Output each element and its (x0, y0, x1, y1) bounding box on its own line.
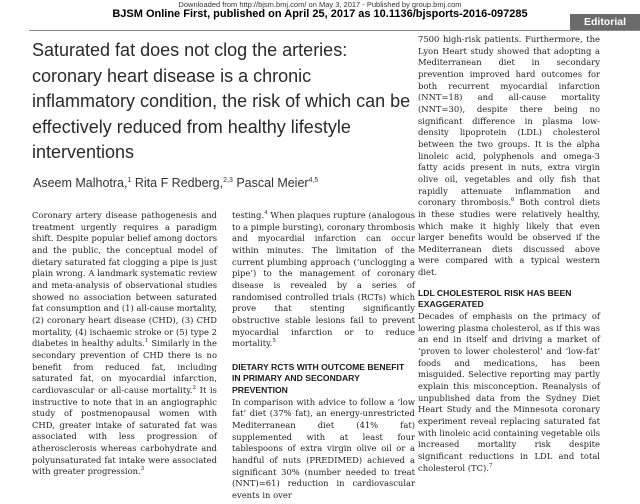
journal-doi-line: BJSM Online First, published on April 25, 2017 as 10.1136/bjsports-2016-097285 (112, 8, 528, 20)
body-column-2 (232, 210, 415, 502)
body-paragraph: 7500 high-risk patients. Furthermore, the Lyon Heart study showed that adopting a Mediterranean diet in secondary prevention improved hard outcomes for both recurrent myocardial infarction (NNT=18) and all-cause mortality (NNT=30), despite there being no significant difference in plasma low-density lipoprotein (LDL) cholesterol between the two groups. It is the alpha linoleic acid, polyphenols and omega-3 fatty acids present in nuts, extra virgin olive oil, vegetables and oily fish that rapidly attenuate inflammation and coronary thrombosis.$^6$ Both control diets in these studies were relatively healthy, which make it highly likely that even larger benefits would be observed if the Mediterranean diets discussed above were compared with a typical western diet. (418, 34, 600, 278)
author-name: Aseem Malhotra, (33, 176, 128, 190)
section-heading: LDL CHOLESTEROL RISK HAS BEEN EXAGGERATED (418, 287, 572, 310)
body-paragraph: Coronary artery disease pathogenesis and treatment urgently requires a paradigm shift. Despite popular belief among doctors and the public, the conceptual model of dietary saturated fat clogging a pipe is just plain wrong. A landmark systematic review and meta-analysis of observational studies showed no association between saturated fat consumption and (1) all-cause mortality, (2) coronary heart disease (CHD), (3) CHD mortality, (4) ischaemic stroke or (5) type 2 diabetes in healthy adults.$^1$ Similarly in the secondary prevention of CHD there is no benefit from reduced fat, including saturated fat, on myocardial infarction, cardiovascular or all-cause mortality.$^2$ It is instructive to note that in an angiographic study of postmenopausal women with CHD, greater intake of saturated fat was associated with less progression of atherosclerosis whereas carbohydrate and polyunsaturated fat intake were associated with greater progression.$^3$ (32, 210, 217, 477)
citation-ref: 3 (140, 466, 145, 473)
author-name: Pascal Meier (236, 176, 309, 190)
author-list (33, 176, 413, 190)
header-divider (29, 30, 640, 31)
body-paragraph: Decades of emphasis on the primacy of lowering plasma cholesterol, as if this was an end in itself and driving a market of ‘proven to lower cholesterol’ and ‘low-fat’ foods and medications, has been misguided. Selective reporting may partly explain this misconception. Reanalysis of unpublished data from the Sydney Diet Heart Study and the Minnesota coronary experiment reveal replacing saturated fat with linoleic acid containing vegetable oils increased mortality risk despite significant reductions in LDL and total cholesterol (TC).$^7$ (418, 310, 600, 473)
section-heading: DIETARY RCTS WITH OUTCOME BENEFIT IN PRIMARY AND SECONDARY PREVENTION (232, 361, 405, 396)
article-title: Saturated fat does not clog the arteries: coronary heart disease is a chronic inflammatory condition, the risk of which can be effectively reduced from healthy lifestyle interventions (32, 40, 411, 162)
citation-ref: 6 (510, 197, 515, 204)
author-name: Rita F Redberg, (134, 176, 224, 190)
author-affiliation: 4,5 (308, 176, 319, 184)
author-affiliation: 1 (127, 176, 132, 184)
body-paragraph: In comparison with advice to follow a ‘low fat’ diet (37% fat), an energy-unrestricted Mediterranean diet (41% fat) supplemented with at least four tablespoons of extra virgin olive oil or a handful of nuts (PREDIMED) achieved a significant 30% (number needed to treat (NNT)=61) reduction in cardiovascular events in over (232, 396, 415, 500)
section-tag: Editorial (570, 14, 640, 31)
citation-ref: 7 (488, 462, 493, 469)
citation-ref: 5 (272, 338, 276, 345)
citation-ref: 2 (192, 385, 196, 392)
body-paragraph: testing.$^4$ When plaques rupture (analogous to a pimple bursting), coronary thrombosis and myocardial infarction can occur within minutes. The limitation of the current plumbing approach (‘unclogging a pipe’) to the management of coronary disease is revealed by a series of randomised controlled trials (RCTs) which prove that stenting significantly obstructive stable lesions fail to prevent myocardial infarction or to reduce mortality.$^5$ (232, 210, 415, 349)
citation-ref: 4 (264, 210, 268, 217)
body-column-1 (32, 210, 217, 478)
author-affiliation: 2,3 (223, 176, 233, 184)
body-column-3 (418, 34, 600, 474)
download-notice-text: Downloaded from http://bjsm.bmj.com/ on May 3, 2017 - Published by group.bmj.com (178, 0, 462, 9)
citation-ref: 1 (144, 338, 149, 345)
